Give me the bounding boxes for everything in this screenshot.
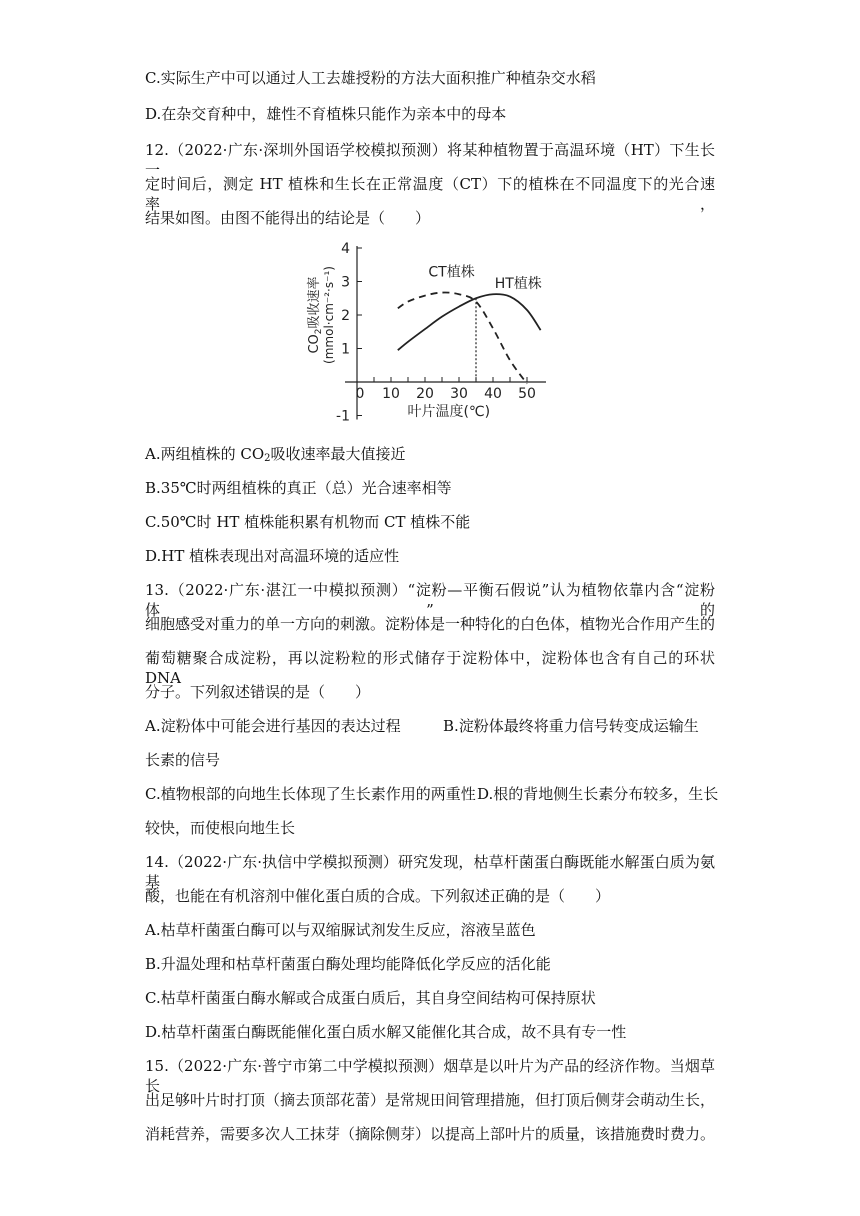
x-tick-label: 50 [518, 386, 536, 402]
question-15-text-2: 出足够叶片时打顶（摘去顶部花蕾）是常规田间管理措施，但打顶后侧芽会萌动生长， [145, 1091, 716, 1109]
x-tick-label: 10 [382, 386, 400, 402]
question-13-text-1: 13.（2022·广东·湛江一中模拟预测）“淀粉—平衡石假说”认为植物依靠内含“淀粉体”的 [145, 581, 715, 619]
question-14-text-2: 酸，也能在有机溶剂中催化蛋白质的合成。下列叙述正确的是（ ） [145, 887, 611, 905]
x-tick-label: 20 [416, 386, 434, 402]
option-12a [145, 444, 406, 469]
series-label-ht: HT植株 [494, 276, 542, 293]
y-axis-unit: (mmol·cm⁻²·s⁻¹) [322, 266, 336, 364]
option-11d: D.在杂交育种中，雄性不育植株只能作为亲本中的母本 [145, 105, 507, 123]
option-12d: D.HT 植株表现出对高温环境的适应性 [145, 547, 400, 565]
option-13b-continued: 长素的信号 [145, 751, 221, 769]
series-line-ct [398, 292, 527, 383]
option-13d: D.根的背地侧生长素分布较多，生长 [477, 785, 719, 803]
x-axis-label: 叶片温度(℃) [407, 404, 491, 420]
question-13-text-3: 葡萄糖聚合成淀粉，再以淀粉粒的形式储存于淀粉体中，淀粉体也含有自己的环状 DNA [145, 649, 715, 687]
option-12c: C.50℃时 HT 植株能积累有机物而 CT 植株不能 [145, 513, 471, 531]
question-15-text-3: 消耗营养，需要多次人工抹芽（摘除侧芽）以提高上部叶片的质量，该措施费时费力。 [145, 1125, 716, 1143]
option-12b: B.35℃时两组植株的真正（总）光合速率相等 [145, 479, 452, 497]
x-tick-label: 0 [355, 386, 365, 402]
photosynthesis-chart [300, 240, 570, 430]
option-13c: C.植物根部的向地生长体现了生长素作用的两重性 [145, 785, 476, 803]
option-13d-continued: 较快，而使根向地生长 [145, 819, 296, 837]
question-12-text-2: 定时间后，测定 HT 植株和生长在正常温度（CT）下的植株在不同温度下的光合速率， [145, 175, 715, 213]
option-14d: D.枯草杆菌蛋白酶既能催化蛋白质水解又能催化其合成，故不具有专一性 [145, 1023, 627, 1041]
series-label-ct: CT植株 [428, 264, 475, 281]
chart-series-layer [398, 292, 541, 383]
y-tick-label: 3 [341, 274, 350, 291]
option-14c: C.枯草杆菌蛋白酶水解或合成蛋白质后，其自身空间结构可保持原状 [145, 989, 596, 1007]
option-11c: C.实际生产中可以通过人工去雄授粉的方法大面积推广种植杂交水稻 [145, 69, 596, 87]
y-tick-label: 1 [341, 341, 350, 358]
option-14a: A.枯草杆菌蛋白酶可以与双缩脲试剂发生反应，溶液呈蓝色 [145, 921, 536, 939]
question-15-text-1: 15.（2022·广东·普宁市第二中学模拟预测）烟草是以叶片为产品的经济作物。当烟草长 [145, 1057, 715, 1095]
series-line-ht [398, 294, 541, 350]
option-12a-post: 吸收速率最大值接近 [270, 445, 406, 463]
x-tick-label: 40 [484, 386, 502, 402]
x-tick-label: 30 [450, 386, 468, 402]
question-14-text-1: 14.（2022·广东·执信中学模拟预测）研究发现，枯草杆菌蛋白酶既能水解蛋白质为氨基 [145, 853, 715, 891]
option-13a: A.淀粉体中可能会进行基因的表达过程 [145, 717, 401, 735]
y-tick-label: -1 [336, 408, 350, 425]
question-12-text-1: 12.（2022·广东·深圳外国语学校模拟预测）将某种植物置于高温环境（HT）下生长一 [145, 141, 715, 179]
question-13-text-2: 细胞感受对重力的单一方向的刺激。淀粉体是一种特化的白色体，植物光合作用产生的 [145, 615, 716, 633]
y-tick-label: 2 [341, 308, 350, 324]
option-12a-sub: 2 [264, 453, 271, 464]
y-axis-label: $CO_2$吸收速率 [307, 276, 324, 354]
question-13-text-4: 分子。下列叙述错误的是（ ） [145, 683, 371, 701]
y-tick-label: 4 [341, 241, 350, 257]
option-13b: B.淀粉体最终将重力信号转变成运输生 [443, 717, 699, 735]
question-12-text-3: 结果如图。由图不能得出的结论是（ ） [145, 209, 431, 227]
option-14b: B.升温处理和枯草杆菌蛋白酶处理均能降低化学反应的活化能 [145, 955, 551, 973]
option-12a-pre: A.两组植株的 CO [145, 445, 265, 463]
